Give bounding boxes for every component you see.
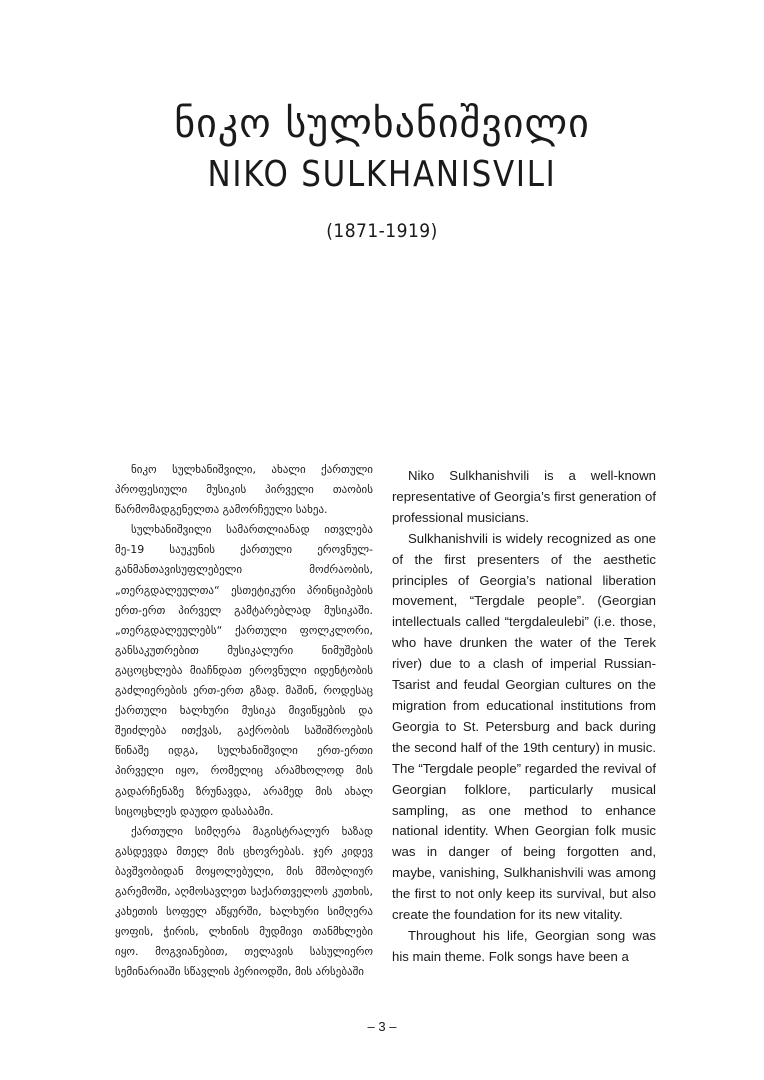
english-paragraph: Sulkhanishvili is widely recognized as one of the first presenters of the aesthetic principles of Georgia’s national liberation movement, “Tergdale people”. (Georgian intellectuals called “tergdaleulebi” (i.e. those, who have drunken the water of the Terek river) due to a clash of imperial Russian-Tsarist and feudal Georgian cultures on the migration from educational institutions from Georgia to St. Petersburg and back during the second half of the 19th century) in music. The “Tergdale people” regarded the revival of Georgian folklore, particularly musical sampling, as one method to enhance national identity. When Georgian folk music was in danger of being forgotten and, maybe, vanishing, Sulkhanishvili was among the first to not only keep its survival, but also create the foundation for its new vitality.	[392, 530, 656, 923]
page-number: – 3 –	[367, 1019, 397, 1034]
life-years: (1871-1919)	[326, 220, 438, 242]
english-paragraph: Throughout his life, Georgian song was his main theme. Folk songs have been a	[392, 927, 656, 964]
georgian-paragraph: ქართული სიმღერა მაგისტრალურ ხაზად გასდევდა მთელ მის ცხოვრებას. ჯერ კიდევ ბავშვობიდან მოყოლებული, მის მშობლიურ გარემოში, აღმოსავლეთ საქართველოს კუთხის, კახეთის სოფელ აწყურში, ხალხური სიმღერა ყოფის, ჭირის, ლხინის მუდმივი თანმხლები იყო. მოგვიანებით, თელავის სასულიერო სემინარიაში სწავლის პერიოდში, მის არსებაში	[115, 824, 373, 979]
georgian-paragraph: სულხანიშვილი სამართლიანად ითვლება მე-19 საუკუნის ქართული ეროვნულ-განმანთავისუფლებელი მოძრაობის, „თერგდალეულთა“ ესთეტიკური პრინციპების ერთ-ერთ პირველ გამტარებლად მუსიკაში. „თერგდალეულებს“ ქართული ფოლკლორი, განსაკუთრებით მუსიკალური ნიმუშების გაცოცხლება მიაჩნდათ ეროვნული იდენტობის გაძლიერების ერთ-ერთ გზად. მაშინ, როდესაც ქართული ხალხური მუსიკა მივიწყების და შეიძლება ითქვას, გაქრობის საშიშროების წინაშე იდგა, სულხანიშვილი ერთ-ერთი პირველი იყო, რომელიც არამხოლოდ მის გადარჩენაზე ზრუნავდა, არამედ მის ახალ სიცოცხლეს დაუდო დასაბამი.	[115, 523, 373, 818]
english-text-column	[392, 466, 656, 968]
title-georgian: ნიკო სულხანიშვილი	[174, 101, 590, 147]
english-paragraph: Niko Sulkhanishvili is a well-known representative of Georgia’s first generation of professional musicians.	[392, 468, 656, 525]
georgian-paragraph: ნიკო სულხანიშვილი, ახალი ქართული პროფესიული მუსიკის პირველი თაობის წარმომადგენელთა გამორჩეული სახეა.	[115, 463, 373, 517]
title-latin: NIKO SULKHANISVILI	[207, 154, 557, 195]
georgian-text-column	[115, 460, 373, 982]
